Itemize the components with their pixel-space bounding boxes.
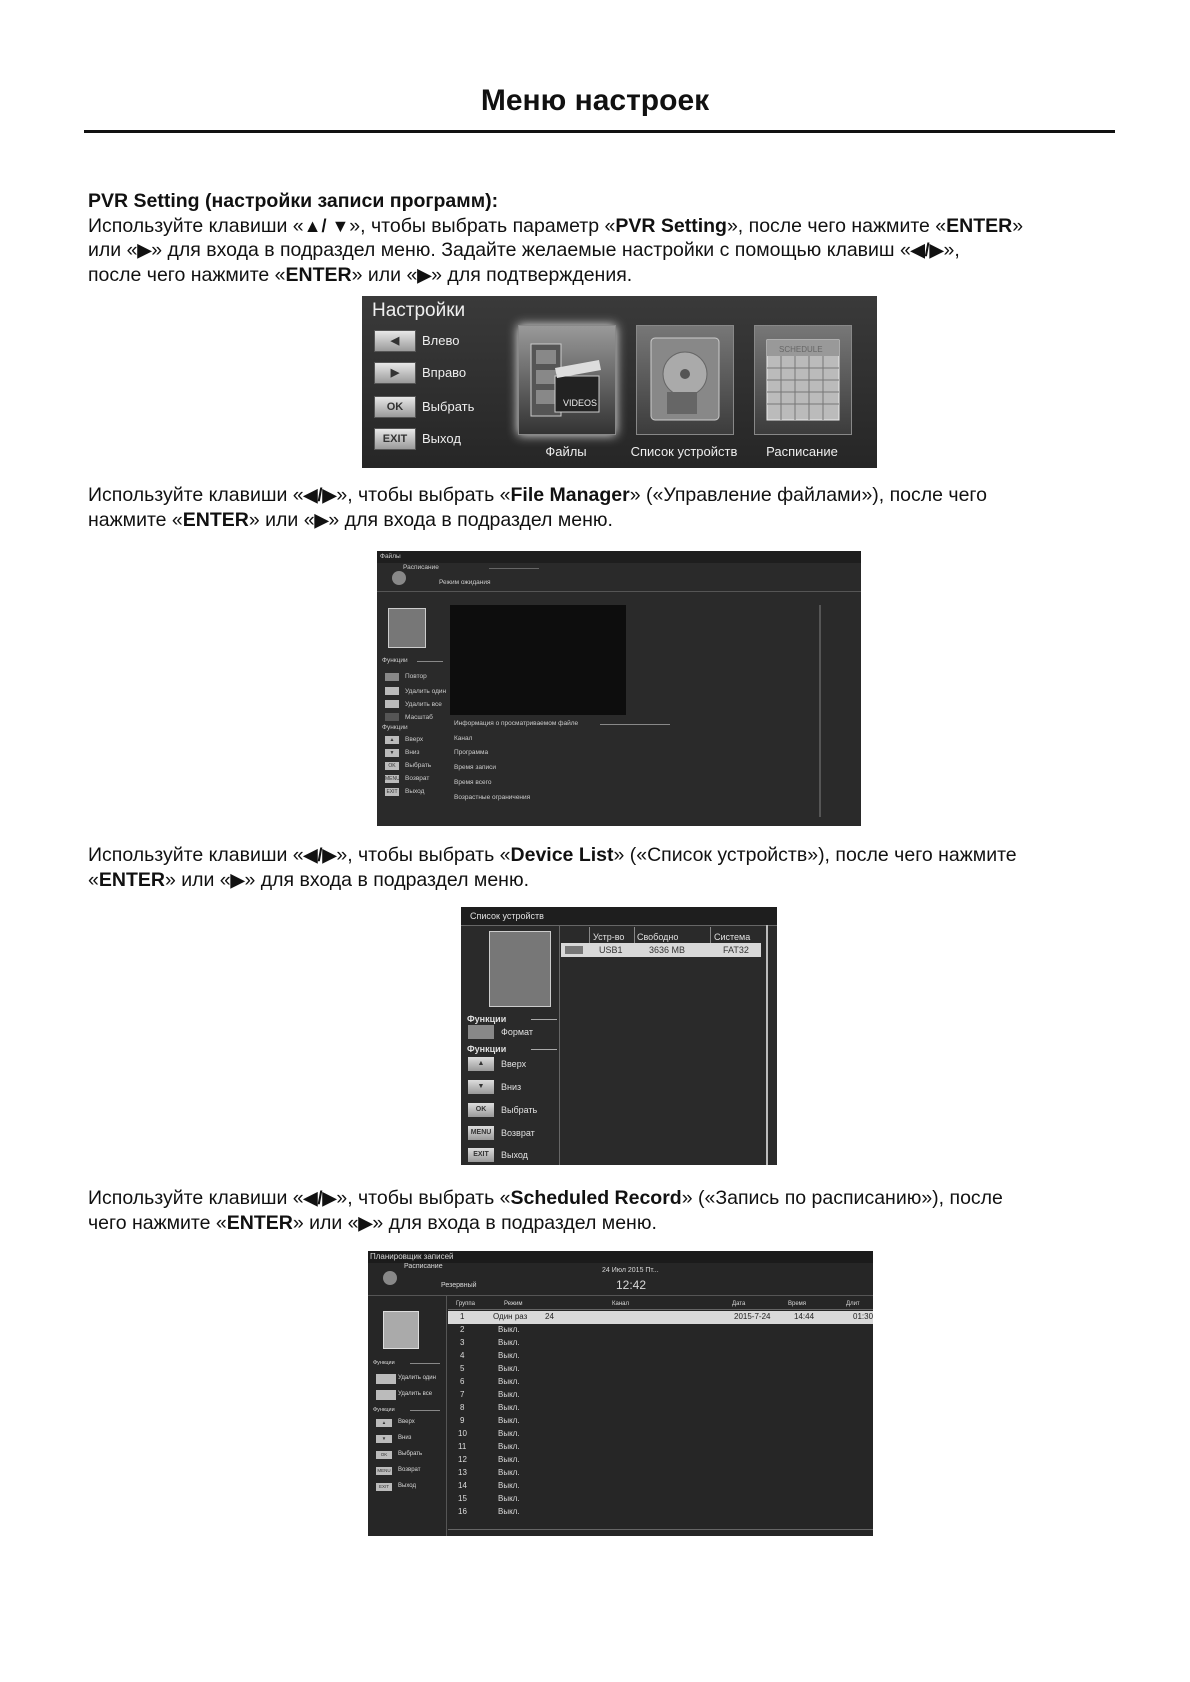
p1-l1-a: Используйте клавиши « xyxy=(88,214,304,237)
func-repeat: Повтор xyxy=(405,673,427,680)
tab-reserve[interactable]: Резервный xyxy=(441,1282,477,1289)
menu-key-icon: MENU xyxy=(377,1468,391,1473)
exit-key-icon: EXIT xyxy=(374,428,416,450)
p4-l1-c: » («Запись по расписанию»), после xyxy=(681,1187,1003,1209)
left-right-keys: ◀/▶ xyxy=(303,485,337,505)
info-title: Информация о просматриваемом файле xyxy=(454,720,579,727)
col-group: Группа xyxy=(456,1301,476,1307)
schedule-row[interactable]: 2 Выкл. xyxy=(460,1325,520,1334)
device-list-term: Device List xyxy=(510,844,614,866)
tab-schedule[interactable]: Расписание xyxy=(403,564,439,571)
schedule-row[interactable]: 10 Выкл. xyxy=(458,1429,520,1438)
p2-l2-a: нажмите « xyxy=(88,508,183,531)
red-key-icon xyxy=(385,673,399,681)
info-total-time: Время всего xyxy=(454,779,492,786)
ok-key-icon: OK xyxy=(468,1103,494,1117)
files-caption: Файлы xyxy=(545,444,587,459)
pvr-heading: PVR Setting (настройки записи программ): xyxy=(88,190,499,212)
scheduled-record-term: Scheduled Record xyxy=(510,1187,682,1209)
p2-l1-a: Используйте клавиши « xyxy=(88,484,304,506)
functions-label: Функции xyxy=(467,1014,507,1024)
schedule-row[interactable]: 12 Выкл. xyxy=(458,1455,520,1464)
info-age-rating: Возрастные ограничения xyxy=(454,794,531,801)
ok-key-icon: OK xyxy=(385,762,399,770)
enter-key: ENTER xyxy=(285,263,352,286)
schedule-row[interactable]: 7 Выкл. xyxy=(460,1390,520,1399)
p2-l2-b: » или « xyxy=(248,508,315,531)
key-menu-label: Возврат xyxy=(398,1467,421,1473)
key-up-label: Вверх xyxy=(501,1059,527,1069)
schedule-row[interactable]: 8 Выкл. xyxy=(460,1403,520,1412)
settings-menu-screenshot xyxy=(362,296,877,468)
calendar-icon xyxy=(383,1311,419,1349)
yellow-key-icon xyxy=(385,700,399,708)
up-key-icon: ▲ xyxy=(468,1057,494,1071)
col-filesystem: Система xyxy=(714,932,751,942)
func-delete-all: Удалить все xyxy=(405,701,442,708)
col-mode: Режим xyxy=(504,1301,523,1307)
p1-l3-a: после чего нажмите « xyxy=(88,263,286,286)
left-right-keys: ◀/▶ xyxy=(303,1188,337,1208)
green-key-icon xyxy=(376,1374,396,1384)
key-up-label: Вверх xyxy=(398,1419,415,1425)
p3-l1-a: Используйте клавиши « xyxy=(88,844,304,866)
preview-window xyxy=(450,605,626,715)
key-ok-label: Выбрать xyxy=(398,1451,423,1457)
files-tile[interactable] xyxy=(518,325,616,435)
up-down-keys: ▲/ ▼ xyxy=(303,215,350,236)
schedule-tile[interactable] xyxy=(754,325,852,435)
schedule-text: SCHEDULE xyxy=(779,345,823,354)
p4-l2-b: » или « xyxy=(292,1211,359,1234)
key-menu-label: Возврат xyxy=(405,775,430,782)
key-exit-label: Выход xyxy=(405,788,425,795)
right-key: ▶ xyxy=(358,1212,373,1233)
title-rule xyxy=(84,130,1115,133)
window-title: Планировщик записей xyxy=(370,1252,454,1261)
p3-l1-b: », чтобы выбрать « xyxy=(336,844,511,866)
col-date: Дата xyxy=(732,1301,746,1307)
right-key: ▶ xyxy=(417,264,432,285)
calendar-icon xyxy=(755,326,851,434)
left-key-icon: ◀ xyxy=(374,330,416,352)
row-channel: 24 xyxy=(545,1312,554,1321)
film-clapper-icon xyxy=(388,608,426,648)
hard-disk-icon xyxy=(489,931,551,1007)
down-key-icon: ▼ xyxy=(468,1080,494,1094)
schedule-row[interactable]: 13 Выкл. xyxy=(458,1468,520,1477)
schedule-caption: Расписание xyxy=(766,444,838,459)
device-list-paragraph xyxy=(88,843,1128,892)
schedule-row[interactable]: 14 Выкл. xyxy=(458,1481,520,1490)
schedule-row[interactable]: 3 Выкл. xyxy=(460,1338,520,1347)
p1-l2-b: » для входа в подраздел меню. Задайте желаемые настройки с помощью клавиш « xyxy=(151,239,911,261)
functions-label: Функции xyxy=(382,657,408,664)
menu-key-icon: MENU xyxy=(468,1126,494,1140)
current-date: 24 Июл 2015 Пт... xyxy=(602,1267,659,1274)
p1-l3-c: » для подтверждения. xyxy=(431,263,633,286)
settings-header: Настройки xyxy=(372,300,466,321)
p4-l2-a: чего нажмите « xyxy=(88,1211,227,1234)
info-record-time: Время записи xyxy=(454,764,496,771)
func-format: Формат xyxy=(501,1027,533,1037)
p1-l1-b: », чтобы выбрать параметр « xyxy=(349,214,616,237)
page-title: Меню настроек xyxy=(480,84,710,117)
functions-label-2: Функции xyxy=(382,724,408,731)
exit-key-icon: EXIT xyxy=(386,789,398,795)
p1-l1-d: » xyxy=(1012,214,1024,237)
exit-key-icon: EXIT xyxy=(468,1148,494,1162)
device-list-caption: Список устройств xyxy=(630,444,738,459)
p2-l1-c: » («Управление файлами»), после чего xyxy=(629,484,987,506)
p3-l2-b: » или « xyxy=(164,868,231,891)
blue-key-icon xyxy=(385,713,399,721)
functions-label-2: Функции xyxy=(373,1407,395,1413)
row-group: 1 xyxy=(460,1312,465,1321)
p3-l2-a: « xyxy=(88,868,99,891)
key-menu-label: Возврат xyxy=(501,1128,535,1138)
schedule-row[interactable]: 6 Выкл. xyxy=(460,1377,520,1386)
current-time: 12:42 xyxy=(616,1278,647,1292)
p4-l2-c: » для входа в подраздел меню. xyxy=(372,1211,657,1234)
globe-icon xyxy=(383,1271,397,1285)
p3-l1-c: » («Список устройств»), после чего нажмите xyxy=(613,844,1017,866)
p3-l2-c: » для входа в подраздел меню. xyxy=(244,868,529,891)
functions-label: Функции xyxy=(373,1360,395,1366)
key-down-label: Вниз xyxy=(501,1082,522,1092)
pvr-setting-term: PVR Setting xyxy=(615,214,727,237)
left-right-keys: ◀/▶ xyxy=(910,240,944,260)
row-time: 14:44 xyxy=(794,1312,815,1321)
key-exit-label: Выход xyxy=(398,1483,416,1489)
enter-key: ENTER xyxy=(98,868,165,891)
menu-key-icon: MENU xyxy=(385,776,400,782)
ok-key-icon: OK xyxy=(376,1451,392,1459)
pvr-setting-paragraph xyxy=(88,189,1128,287)
window-title: Список устройств xyxy=(470,911,544,921)
videos-text: VIDEOS xyxy=(563,398,598,408)
schedule-row[interactable]: 11 Выкл. xyxy=(458,1442,520,1451)
down-key-icon: ▼ xyxy=(385,749,399,757)
device-name: USB1 xyxy=(599,945,623,955)
func-zoom: Масштаб xyxy=(405,714,433,721)
key-exit-label: Выход xyxy=(501,1150,528,1160)
p2-l2-c: » для входа в подраздел меню. xyxy=(328,508,613,531)
film-clapper-icon xyxy=(519,326,615,434)
green-key-icon xyxy=(385,687,399,695)
device-free: 3636 MB xyxy=(649,945,686,955)
func-delete-all: Удалить все xyxy=(398,1391,433,1397)
hard-disk-icon xyxy=(637,326,733,434)
p1-l2-c: », xyxy=(943,239,960,261)
col-device: Устр-во xyxy=(593,932,625,942)
p4-l1-a: Используйте клавиши « xyxy=(88,1187,304,1209)
usb-icon xyxy=(565,946,583,954)
enter-key: ENTER xyxy=(226,1211,293,1234)
exit-key-label: Выход xyxy=(422,431,461,446)
schedule-row[interactable]: 5 Выкл. xyxy=(460,1364,520,1373)
scheduled-record-paragraph xyxy=(88,1186,1128,1235)
file-manager-screenshot xyxy=(377,551,861,826)
up-key-icon: ▲ xyxy=(385,736,399,744)
ok-key-icon: OK xyxy=(374,396,416,418)
p4-l1-b: », чтобы выбрать « xyxy=(336,1187,511,1209)
key-ok-label: Выбрать xyxy=(405,762,432,769)
func-delete-one: Удалить один xyxy=(405,688,447,695)
right-key: ▶ xyxy=(314,509,329,530)
p1-l1-c: », после чего нажмите « xyxy=(726,214,947,237)
up-key-icon: ▲ xyxy=(376,1419,392,1427)
globe-icon xyxy=(392,571,406,585)
col-free: Свободно xyxy=(637,932,679,942)
exit-key-icon: EXIT xyxy=(376,1483,392,1491)
file-manager-paragraph xyxy=(88,483,1128,532)
red-key-icon xyxy=(468,1025,494,1039)
row-mode: Один раз xyxy=(493,1312,528,1321)
key-down-label: Вниз xyxy=(398,1435,412,1441)
p1-l3-b: » или « xyxy=(351,263,418,286)
col-time: Время xyxy=(788,1301,807,1307)
device-fs: FAT32 xyxy=(723,945,749,955)
schedule-row-selected[interactable] xyxy=(448,1311,873,1324)
enter-key: ENTER xyxy=(946,214,1013,237)
yellow-key-icon xyxy=(376,1390,396,1400)
left-right-keys: ◀/▶ xyxy=(303,845,337,865)
p2-l1-b: », чтобы выбрать « xyxy=(336,484,511,506)
key-up-label: Вверх xyxy=(405,736,424,743)
right-key: ▶ xyxy=(137,240,152,260)
right-key-label: Вправо xyxy=(422,365,467,380)
key-down-label: Вниз xyxy=(405,749,420,756)
schedule-row[interactable]: 16 Выкл. xyxy=(458,1507,520,1516)
enter-key: ENTER xyxy=(182,508,249,531)
schedule-row[interactable]: 4 Выкл. xyxy=(460,1351,520,1360)
right-key-icon: ▶ xyxy=(374,362,416,384)
tab-schedule[interactable]: Расписание xyxy=(404,1263,443,1270)
functions-label-2: Функции xyxy=(467,1044,507,1054)
info-channel: Канал xyxy=(454,735,473,742)
window-title: Файлы xyxy=(380,553,401,560)
scheduler-screenshot xyxy=(368,1251,873,1536)
p1-l2-a: или « xyxy=(88,239,138,261)
row-date: 2015-7-24 xyxy=(734,1312,771,1321)
down-key-icon: ▼ xyxy=(376,1435,392,1443)
func-delete-one: Удалить один xyxy=(398,1375,436,1381)
tab-standby[interactable]: Режим ожидания xyxy=(439,579,491,586)
left-key-label: Влево xyxy=(422,333,460,348)
device-list-tile[interactable] xyxy=(636,325,734,435)
device-list-screenshot xyxy=(461,907,777,1165)
col-channel: Канал xyxy=(612,1301,629,1307)
right-key: ▶ xyxy=(230,869,245,890)
col-duration: Длит xyxy=(846,1301,860,1307)
row-duration: 01:30 xyxy=(853,1312,873,1321)
schedule-row[interactable]: 9 Выкл. xyxy=(460,1416,520,1425)
file-manager-term: File Manager xyxy=(510,484,630,506)
ok-key-label: Выбрать xyxy=(422,399,475,414)
info-program: Программа xyxy=(454,749,489,756)
schedule-row[interactable]: 15 Выкл. xyxy=(458,1494,520,1503)
key-ok-label: Выбрать xyxy=(501,1105,538,1115)
